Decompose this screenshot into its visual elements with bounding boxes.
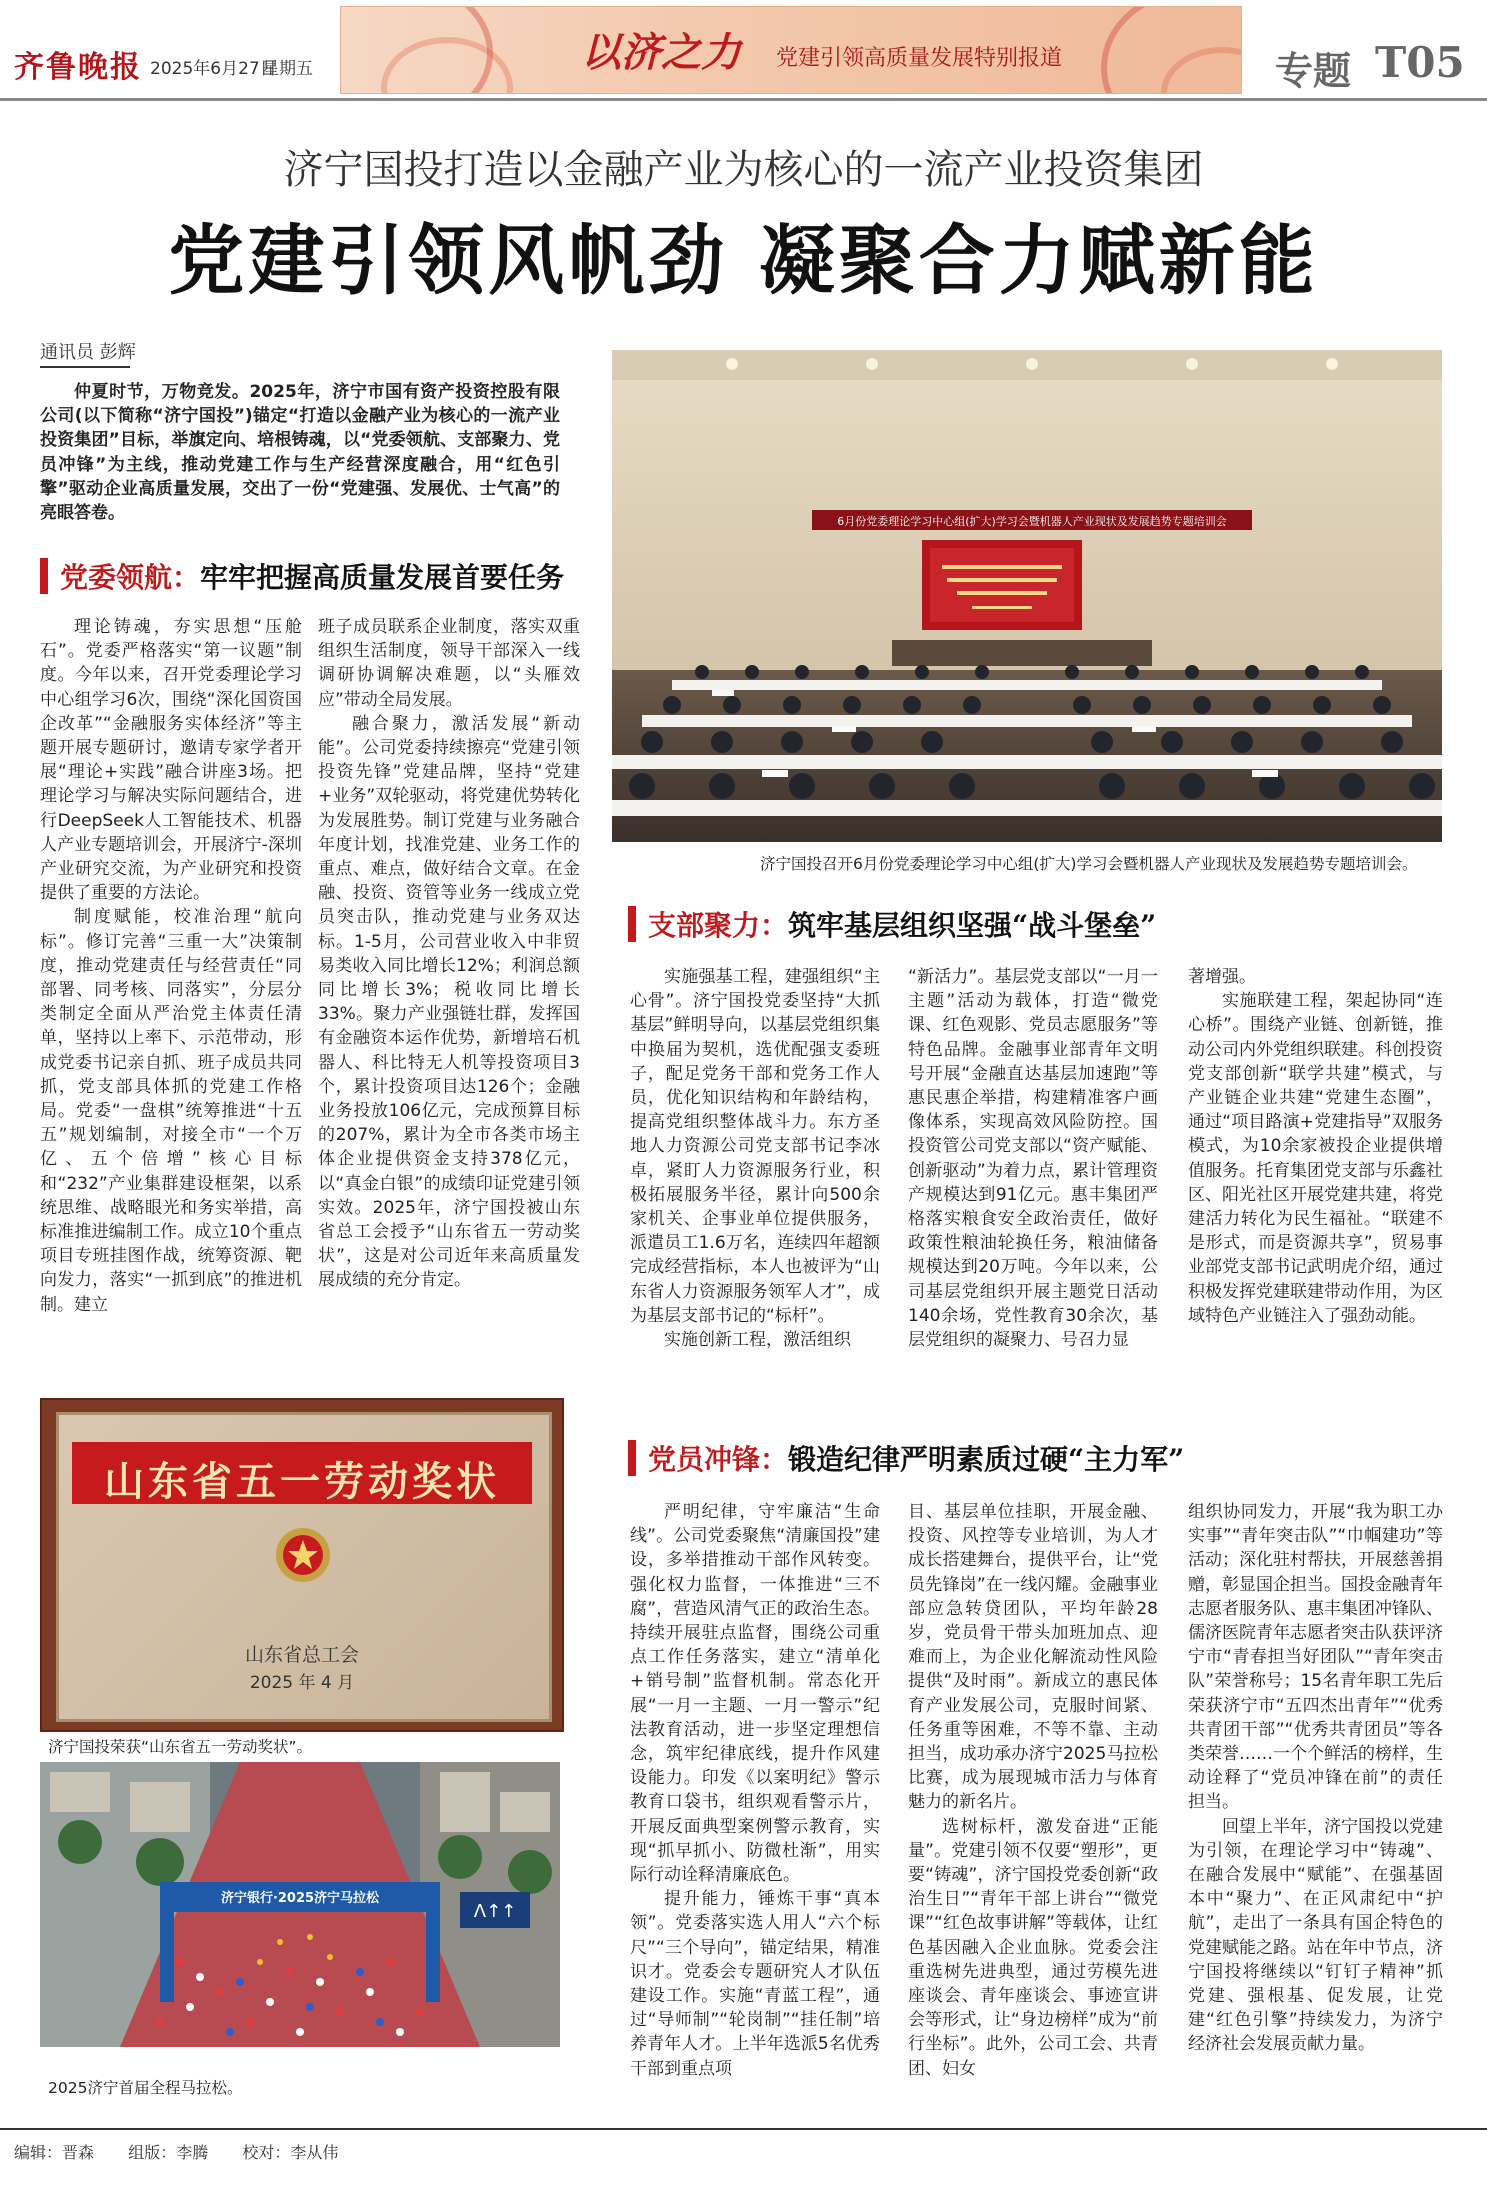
paragraph: “新活力”。基层党支部以“一月一主题”活动为载体，打造“微党课、红色观影、党员志愿服务”等特色品牌。金融事业部青年文明号开展“金融直达基层加速跑”等惠民惠企举措，构建精准客户画像体系，实现高效风险防控。国投资管公司党支部以“资产赋能、创新驱动”为着力点，累计管理资产规模达到91亿元。惠丰集团严格落实粮食安全政治责任，做好政策性粮油轮换任务，粮油储备规模达到20万吨。今年以来，公司基层党组织开展主题党日活动140余场，党性教育30余次，基层党组织的凝聚力、号召力显 xyxy=(908,967,1158,1351)
paragraph: 严明纪律，守牢廉洁“生命线”。公司党委聚焦“清廉国投”建设，多举措推动干部作风转变。强化权力监督，一体推进“三不腐”，营造风清气正的政治生态。持续开展驻点监督，围绕公司重点工作任务落实，建立“清单化+销号制”监督机制。常态化开展“一月一主题、一月一警示”纪法教育活动，进一步坚定理想信念，筑牢纪律底线，提升作风建设能力。印发《以案明纪》警示教育口袋书，组织观看警示片，开展反面典型案例警示教育，实现“抓早抓小、防微杜渐”，用实际行动诠释清廉底色。 xyxy=(630,1502,880,1886)
section2-label: 支部聚力： xyxy=(648,909,789,942)
section3-column-2 xyxy=(908,1500,1158,2081)
issue-date: 2025年6月27日 xyxy=(150,59,277,79)
svg-text:ᐱ↑↑: ᐱ↑↑ xyxy=(473,1901,517,1922)
meeting-photo xyxy=(612,350,1442,842)
section3-heading xyxy=(628,1438,1448,1478)
award-plaque xyxy=(40,1398,564,1732)
paragraph: 提升能力，锤炼干事“真本领”。党委落实选人用人“六个标尺”“三个导向”，锚定结果，精准识才。党委会专题研究人才队伍建设工作。实施“青蓝工程”，通过“导师制”“轮岗制”“挂任制”培养青年人才。上半年选派5名优秀干部到重点项 xyxy=(630,1889,880,2079)
paragraph: 制度赋能，校准治理“航向标”。修订完善“三重一大”决策制度，推动党建责任与经营责任“同部署、同考核、同落实”，分层分类制定全面从严治党主体责任清单，坚持以上率下、示范带动，形成党委书记亲自抓、班子成员共同抓，党支部具体抓的党建工作格局。党委“一盘棋”统筹推进“十五五”规划编制，对接全市“一个万亿、五个倍增”核心目标和“232”产业集群建设框架，以系统思维、战略眼光和务实举措，高标准推进编制工作。成立10个重点项目专班挂图作战，统筹资源、靶向发力，落实“一抓到底”的推进机制。建立 xyxy=(40,907,302,1315)
marathon-photo xyxy=(40,1762,560,2047)
union-emblem-icon xyxy=(274,1526,332,1584)
article-headline: 党建引领风帆劲 凝聚合力赋新能 xyxy=(168,216,1319,305)
issue-weekday: 星期五 xyxy=(262,59,313,79)
section3-title: 锻造纪律严明素质过硬“主力军” xyxy=(788,1443,1185,1476)
special-report-banner xyxy=(340,6,1242,94)
footer-credits xyxy=(14,2140,338,2163)
section1-title: 牢牢把握高质量发展首要任务 xyxy=(200,561,565,594)
article-subheadline: 济宁国投打造以金融产业为核心的一流产业投资集团 xyxy=(283,147,1204,193)
byline: 通讯员 彭辉 xyxy=(40,342,136,363)
banner-subtitle: 党建引领高质量发展特别报道 xyxy=(776,46,1063,71)
section2-column-2 xyxy=(908,965,1158,1352)
lead-paragraph: 仲夏时节，万物竞发。2025年，济宁市国有资产投资控股有限公司(以下简称“济宁国投”)锚定“打造以金融产业为核心的一流产业投资集团”目标，举旗定向、培根铸魂，以“党委领航、支部聚力、党员冲锋”为主线，推动党建工作与生产经营深度融合，用“红色引擎”驱动企业高质量发展，交出了一份“党建强、发展优、士气高”的亮眼答卷。 xyxy=(40,382,560,524)
banner-title: 以济之力 xyxy=(581,29,741,76)
layout-credit: 组版：李腾 xyxy=(128,2143,209,2162)
paragraph: 回望上半年，济宁国投以党建为引领，在理论学习中“铸魂”、在融合发展中“赋能”、在强基固本中“聚力”、在正风肃纪中“护航”，走出了一条具有国企特色的党建赋能之路。站在年中节点，济宁国投将继续以“钉钉子精神”抓党建、强根基、促发展，让党建“红色引擎”持续发力，为济宁经济社会发展贡献力量。 xyxy=(1188,1816,1443,2055)
byline-divider xyxy=(40,366,130,368)
paragraph: 选树标杆，激发奋进“正能量”。党建引领不仅要“塑形”，更要“铸魂”，济宁国投党委创新“政治生日”“青年干部上讲台”“微党课”“红色故事讲解”等载体，让红色基因融入企业血脉。党委会注重选树先进典型，通过劳模先进座谈会、青年座谈会、事迹宣讲会等形式，让“身边榜样”成为“前行坐标”。此外，公司工会、共青团、妇女 xyxy=(908,1816,1158,2079)
paragraph: 目、基层单位挂职，开展金融、投资、风控等专业培训，为人才成长搭建舞台，提供平台，让“党员先锋岗”在一线闪耀。金融事业部应急转贷团队，平均年龄28岁，党员骨干带头加班加点、迎难而上，为企业化解流动性风险提供“及时雨”。新成立的惠民体育产业发展公司，克服时间紧、任务重等困难，不等不靠、主动担当，成功承办济宁2025马拉松比赛，成为展现城市活力与体育魅力的新名片。 xyxy=(908,1502,1158,1813)
paragraph: 实施创新工程，激活组织 xyxy=(664,1330,851,1351)
paragraph: 理论铸魂，夯实思想“压舱石”。党委严格落实“第一议题”制度。今年以来，召开党委理论学习中心组学习6次，围绕“深化国资国企改革”“金融服务实体经济”等主题开展专题研讨，邀请专家学者开展“理论+实践”融合讲座3场。把理论学习与解决实际问题结合，进行DeepSeek人工智能技术、机器人产业专题培训会，开展济宁-深圳产业研究交流，为产业研究和投资提供了重要的方法论。 xyxy=(40,617,302,904)
section1-column-2 xyxy=(318,615,580,1293)
section-label: 专题 xyxy=(1275,48,1352,93)
paragraph: 实施强基工程，建强组织“主心骨”。济宁国投党委坚持“大抓基层”鲜明导向，以基层党组织集中换届为契机，选优配强支委班子，配足党务干部和党务工作人员，优化知识结构和年龄结构，提高党组织整体战斗力。东方圣地人力资源公司党支部书记李冰卓，紧盯人力资源服务行业，积极拓展服务半径，累计向500余家机关、企事业单位提供服务，派遣员工1.6万名，连续四年超额完成经营指标，本人也被评为“山东省人力资源服务领军人才”，成为基层支部书记的“标杆”。 xyxy=(630,967,880,1326)
section2-title: 筑牢基层组织坚强“战斗堡垒” xyxy=(788,909,1157,942)
proof-credit: 校对：李从伟 xyxy=(242,2143,339,2162)
section3-column-1 xyxy=(630,1500,880,2081)
section2-column-3 xyxy=(1188,965,1443,1328)
paragraph: 班子成员联系企业制度，落实双重组织生活制度，领导干部深入一线调研协调解决难题，以“头雁效应”带动全局发展。 xyxy=(318,617,580,710)
section1-heading xyxy=(40,556,580,596)
editor-credit: 编辑：晋森 xyxy=(14,2143,95,2162)
meeting-photo-caption: 济宁国投召开6月份党委理论学习中心组(扩大)学习会暨机器人产业现状及发展趋势专题培训会。 xyxy=(760,855,1418,873)
marathon-arch-text: 济宁银行·2025济宁马拉松 xyxy=(220,1891,380,1906)
paragraph: 组织协同发力，开展“我为职工办实事”“青年突击队”“巾帼建功”等活动；深化驻村帮扶，开展慈善捐赠，彰显国企担当。国投金融青年志愿者服务队、惠丰集团冲锋队、儒济医院青年志愿者突击队获评济宁市“青春担当好团队”“青年突击队”荣誉称号；15名青年职工先后荣获济宁市“五四杰出青年”“优秀共青团干部”“优秀共青团员”等各类荣誉……一个个鲜活的榜样，生动诠释了“党员冲锋在前”的责任担当。 xyxy=(1188,1502,1443,1813)
top-divider xyxy=(0,98,1487,101)
award-title: 山东省五一劳动奖状 xyxy=(104,1458,500,1505)
footer-divider xyxy=(0,2128,1487,2130)
section2-heading xyxy=(628,904,1448,944)
award-date: 2025 年 4 月 xyxy=(249,1673,355,1693)
section1-column-1 xyxy=(40,615,302,1317)
paragraph: 实施联建工程，架起协同“连心桥”。围绕产业链、创新链，推动公司内外党组织联建。科创投资党支部创新“联学共建”模式，与产业链企业共建“党建生态圈”，通过“项目路演+党建指导”双服务模式，为10余家被投企业提供增值服务。托育集团党支部与乐鑫社区、阳光社区开展党建共建，将党建活力转化为民生福祉。“联建不是形式，而是资源共享”，贸易事业部党支部书记武明虎介绍，通过积极发挥党建联建带动作用，为区域特色产业链注入了强劲动能。 xyxy=(1188,991,1443,1326)
award-caption: 济宁国投荣获“山东省五一劳动奖状”。 xyxy=(48,1738,313,1756)
paragraph: 融合聚力，激活发展“新动能”。公司党委持续擦亮“党建引领 投资先锋”党建品牌，坚持“党建+业务”双轮驱动，将党建优势转化为发展胜势。制订党建与业务融合年度计划，找准党建、业务工作的重点、难点，做好结合文章。在金融、投资、资管等业务一线成立党员突击队，推动党建与业务双达标。1-5月，公司营业收入中非贸易类收入同比增长12%；利润总额同比增长3%；税收同比增长33%。聚力产业强链壮群，发挥国有金融资本运作优势，新增培石机器人、科比特无人机等投资项目3个，累计投资项目达126个；金融业务投放106亿元，完成预算目标的207%，累计为全市各类市场主体企业提供资金支持378亿元，以“真金白银”的成绩印证党建引领实效。2025年，济宁国投被山东省总工会授予“山东省五一劳动奖状”，这是对公司近年来高质量发展成绩的充分肯定。 xyxy=(318,713,580,1291)
section3-label: 党员冲锋： xyxy=(648,1443,789,1476)
newspaper-logo: 齐鲁晚报 xyxy=(14,50,142,85)
paragraph: 著增强。 xyxy=(1188,967,1256,987)
section3-column-3 xyxy=(1188,1500,1443,2057)
section1-label: 党委领航： xyxy=(60,561,201,594)
marathon-caption: 2025济宁首届全程马拉松。 xyxy=(48,2079,243,2097)
section2-column-1 xyxy=(630,965,880,1352)
page-number: T05 xyxy=(1375,38,1465,87)
stage-banner-text: 6月份党委理论学习中心组(扩大)学习会暨机器人产业现状及发展趋势专题培训会 xyxy=(837,515,1227,528)
award-issuer: 山东省总工会 xyxy=(244,1644,359,1666)
